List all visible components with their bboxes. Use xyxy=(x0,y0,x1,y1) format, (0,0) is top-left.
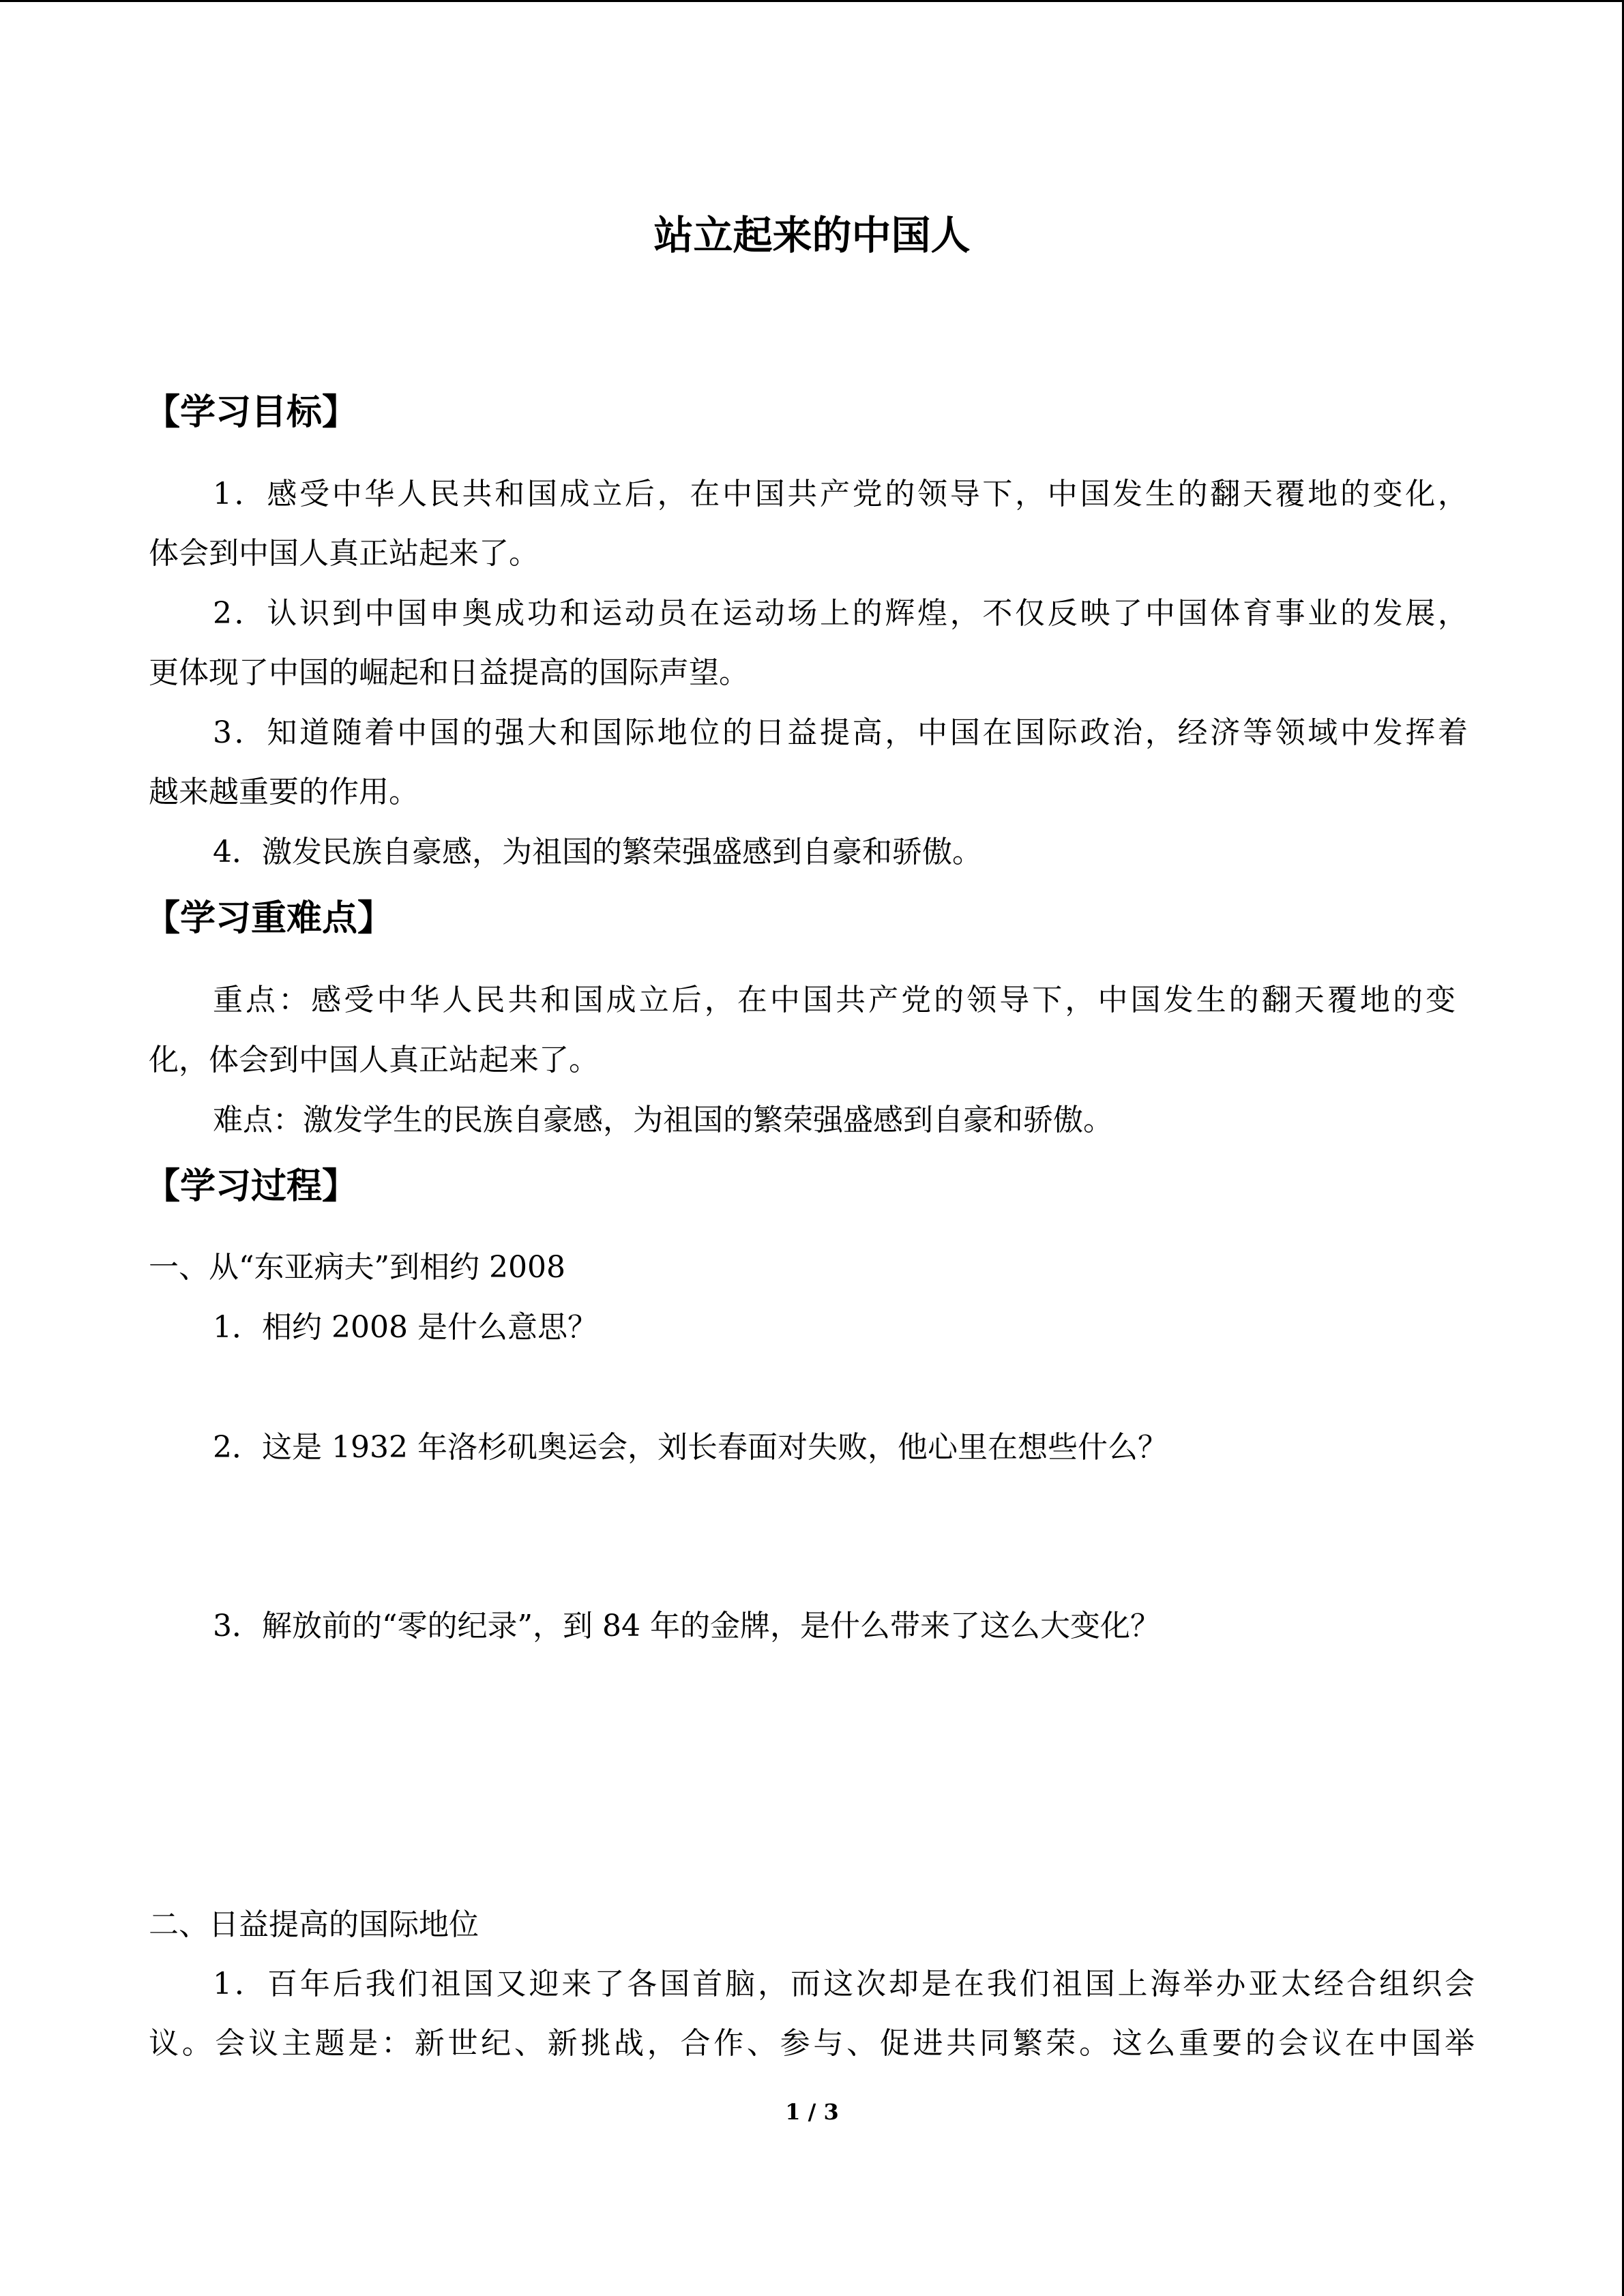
goal-1-line-2: 体会到中国人真正站起来了。 xyxy=(149,536,539,571)
heading-key-points: 【学习重难点】 xyxy=(145,898,394,939)
heading-learning-process: 【学习过程】 xyxy=(145,1166,358,1207)
key-point-line-2: 化，体会到中国人真正站起来了。 xyxy=(149,1043,599,1077)
part-2-line-1: 1．百年后我们祖国又迎来了各国首脑，而这次却是在我们祖国上海举办亚太经合组织会 xyxy=(213,1967,1475,2001)
goal-3-line-1: 3．知道随着中国的强大和国际地位的日益提高，中国在国际政治，经济等领域中发挥着 xyxy=(213,715,1468,750)
key-point-line-1: 重点：感受中华人民共和国成立后，在中国共产党的领导下，中国发生的翻天覆地的变 xyxy=(213,983,1456,1017)
question-2: 2．这是 1932 年洛杉矶奥运会，刘长春面对失败，他心里在想些什么？ xyxy=(213,1430,1168,1465)
goal-4: 4．激发民族自豪感，为祖国的繁荣强盛感到自豪和骄傲。 xyxy=(213,835,982,869)
goal-2-line-1: 2．认识到中国申奥成功和运动员在运动场上的辉煌，不仅反映了中国体育事业的发展， xyxy=(213,596,1468,631)
heading-learning-goals: 【学习目标】 xyxy=(145,392,358,433)
goal-2-line-2: 更体现了中国的崛起和日益提高的国际声望。 xyxy=(149,655,749,690)
goal-3-line-2: 越来越重要的作用。 xyxy=(149,775,419,809)
part-2-line-2: 议。会议主题是：新世纪、新挑战，合作、参与、促进共同繁荣。这么重要的会议在中国举 xyxy=(149,2026,1475,2061)
page-number: 1 / 3 xyxy=(785,2099,839,2125)
difficult-point: 难点：激发学生的民族自豪感，为祖国的繁荣强盛感到自豪和骄傲。 xyxy=(213,1103,1113,1137)
goal-1-line-1: 1．感受中华人民共和国成立后，在中国共产党的领导下，中国发生的翻天覆地的变化， xyxy=(213,477,1468,511)
question-1: 1．相约 2008 是什么意思？ xyxy=(213,1310,597,1345)
part-1-title: 一、从“东亚病夫”到相约 2008 xyxy=(149,1250,565,1285)
question-3: 3．解放前的“零的纪录”，到 84 年的金牌，是什么带来了这么大变化？ xyxy=(213,1609,1160,1643)
document-title: 站立起来的中国人 xyxy=(653,212,971,258)
part-2-title: 二、日益提高的国际地位 xyxy=(149,1907,479,1942)
